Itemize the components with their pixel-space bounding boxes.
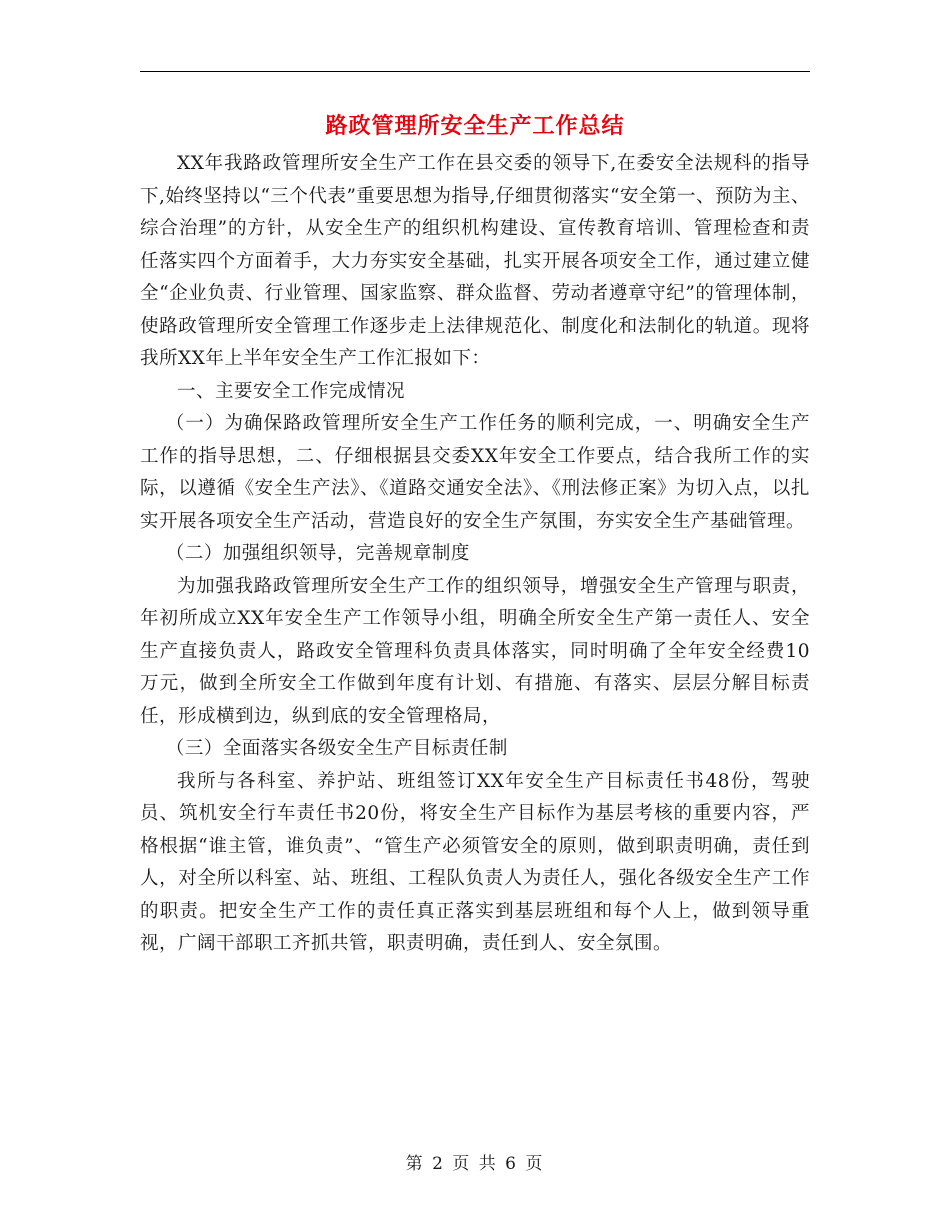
document-body <box>140 148 810 961</box>
subsection-heading-3: （三）全面落实各级安全生产目标责任制 <box>165 738 508 759</box>
section-heading-1: 一、主要安全工作完成情况 <box>177 380 406 402</box>
paragraph-subsection-3: 我所与各科室、养护站、班组签订XX年安全生产目标责任书48份，驾驶员、筑机安全行车责任书20份，将安全生产目标作为基层考核的重要内容，严格根据“谁主管，谁负责”、“管生产必须管安全的原则，做到职责明确，责任到人，对全所以科室、站、班组、工程队负责人为责任人，强化各级安全生产工作的职责。把安全生产工作的责任真正落实到基层班组和每个人上，做到领导重视，广阔干部职工齐抓共管，职责明确，责任到人、安全氛围。 <box>140 770 810 954</box>
paragraph-subsection-1: （一）为确保路政管理所安全生产工作任务的顺利完成，一、明确安全生产工作的指导思想，二、仔细根据县交委XX年安全工作要点，结合我所工作的实际，以遵循《安全生产法》、《道路交通安全法》、《刑法修正案》为切入点，以扎实开展各项安全生产活动，营造良好的安全生产氛围，夯实安全生产基础管理。 <box>140 413 810 532</box>
document-title: 路政管理所安全生产工作总结 <box>325 113 625 139</box>
header-rule <box>140 71 810 72</box>
paragraph-subsection-2: 为加强我路政管理所安全生产工作的组织领导，增强安全生产管理与职责，年初所成立XX年安全生产工作领导小组，明确全所安全生产第一责任人、安全生产直接负责人，路政安全管理科负责具体落实，同时明确了全年安全经费10万元，做到全所安全工作做到年度有计划、有措施、有落实、层层分解目标责任，形成横到边，纵到底的安全管理格局， <box>140 575 810 727</box>
paragraph-intro: XX年我路政管理所安全生产工作在县交委的领导下,在委安全法规科的指导下,始终坚持以“三个代表”重要思想为指导,仔细贯彻落实“安全第一、预防为主、综合治理”的方针，从安全生产的组织机构建设、宣传教育培训、管理检查和责任落实四个方面着手，大力夯实安全基础，扎实开展各项安全工作，通过建立健全“企业负责、行业管理、国家监察、群众监督、劳动者遵章守纪”的管理体制，使路政管理所安全管理工作逐步走上法律规范化、制度化和法制化的轨道。现将我所XX年上半年安全生产工作汇报如下： <box>140 153 810 369</box>
page-number: 第 2 页 共 6 页 <box>405 1154 545 1174</box>
subsection-heading-2: （二）加强组织领导，完善规章制度 <box>165 543 470 564</box>
